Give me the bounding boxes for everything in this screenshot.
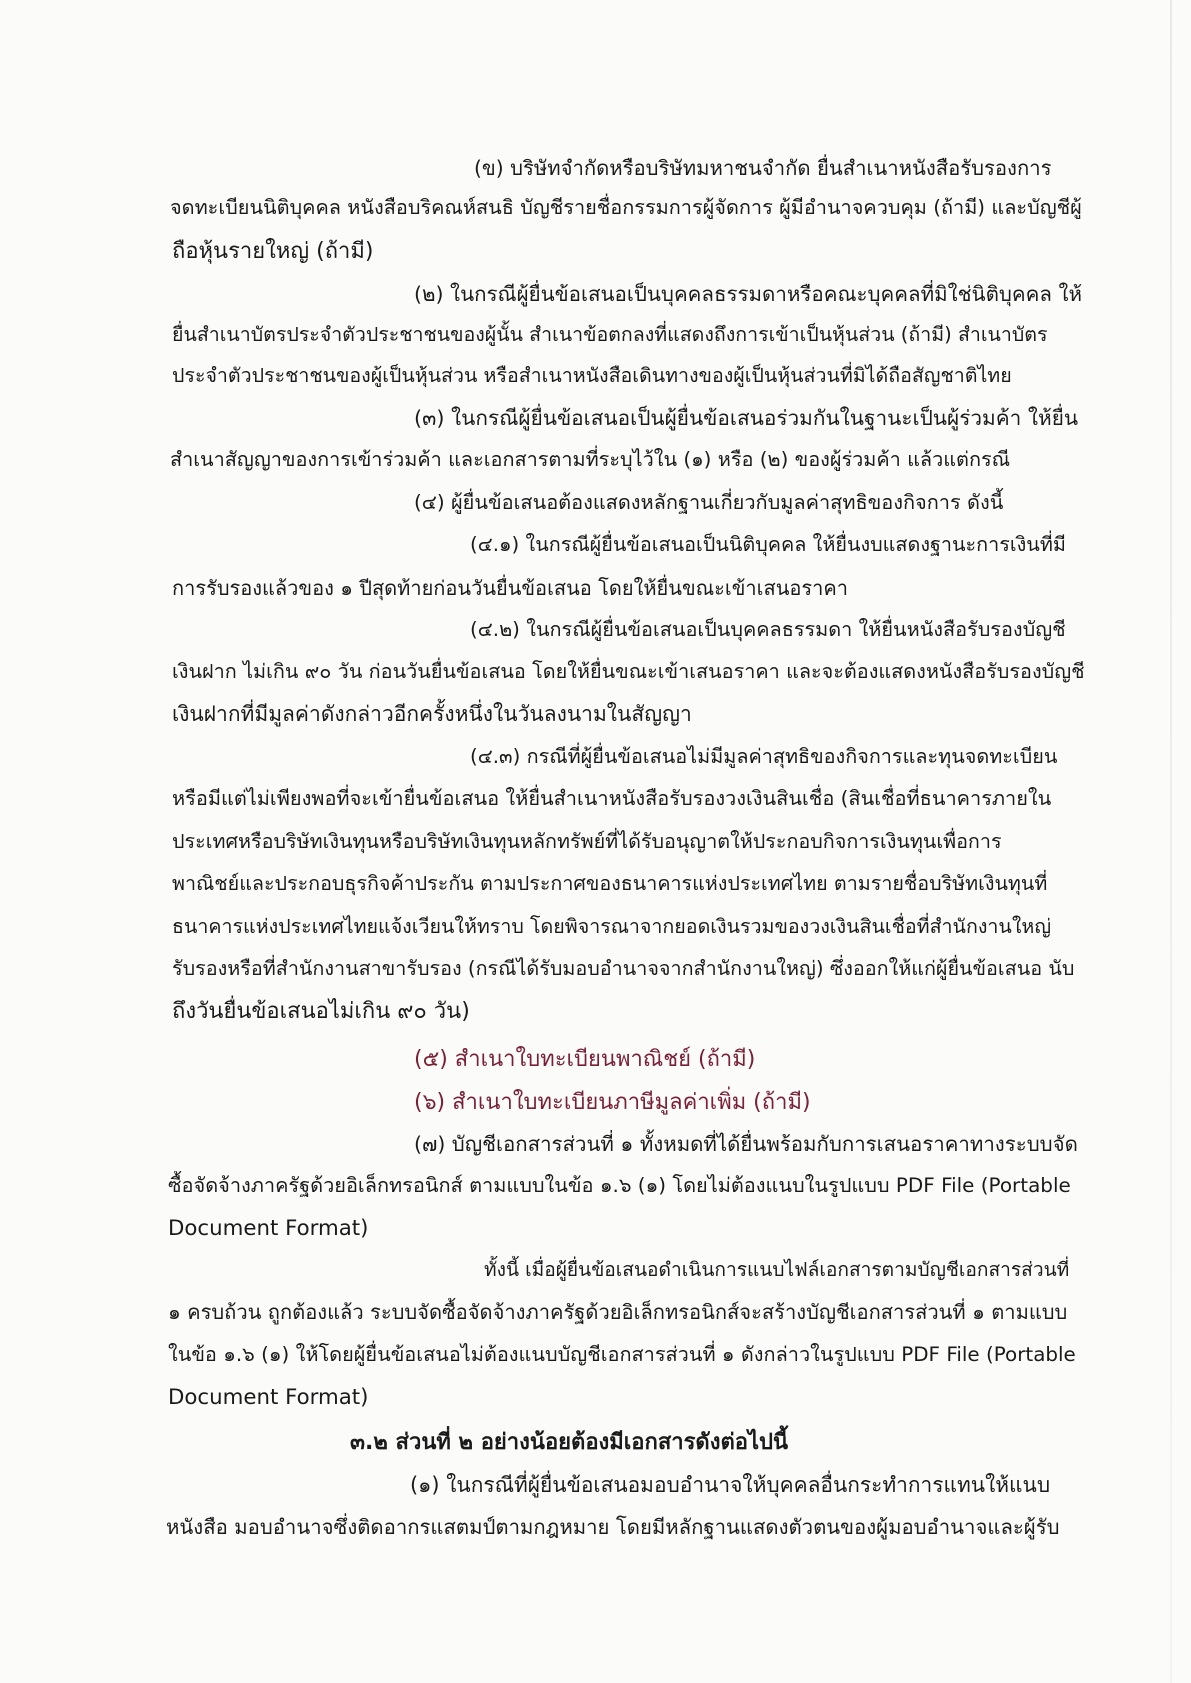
text-line-24: (๗) บัญชีเอกสารส่วนที่ ๑ ทั้งหมดที่ได้ยื่นพร้อมกับการเสนอราคาทางระบบจัด	[414, 1132, 1078, 1156]
text-line-17: ประเทศหรือบริษัทเงินทุนหรือบริษัทเงินทุนหลักทรัพย์ที่ได้รับอนุญาตให้ประกอบกิจการเงินทุนเพื่อการ	[172, 830, 1002, 853]
text-line-33: หนังสือ มอบอำนาจซึ่งติดอากรแสตมป์ตามกฎหมาย โดยมีหลักฐานแสดงตัวตนของผู้มอบอำนาจและผู้รับ	[166, 1515, 1060, 1539]
text-line-1: (ข) บริษัทจำกัดหรือบริษัทมหาชนจำกัด ยื่นสำเนาหนังสือรับรองการ	[474, 156, 1052, 180]
text-line-12: (๔.๒) ในกรณีผู้ยื่นข้อเสนอเป็นบุคคลธรรมดา ให้ยื่นหนังสือรับรองบัญชี	[470, 618, 1066, 641]
text-line-5: ยื่นสำเนาบัตรประจำตัวประชาชนของผู้นั้น สำเนาข้อตกลงที่แสดงถึงการเข้าเป็นหุ้นส่วน (ถ้ามี) สำเนาบัตร	[172, 323, 1048, 346]
text-line-23: (๖) สำเนาใบทะเบียนภาษีมูลค่าเพิ่ม (ถ้ามี)	[414, 1090, 811, 1115]
text-line-21: ถึงวันยื่นข้อเสนอไม่เกิน ๙๐ วัน)	[172, 999, 470, 1024]
text-line-30: Document Format)	[168, 1385, 369, 1410]
text-line-28: ๑ ครบถ้วน ถูกต้องแล้ว ระบบจัดซื้อจัดจ้างภาครัฐด้วยอิเล็กทรอนิกส์จะสร้างบัญชีเอกสารส่วนที่ ๑ ตามแบบ	[168, 1300, 1068, 1324]
text-line-4: (๒) ในกรณีผู้ยื่นข้อเสนอเป็นบุคคลธรรมดาหรือคณะบุคคลที่มิใช่นิติบุคคล ให้	[414, 282, 1083, 306]
text-line-13: เงินฝาก ไม่เกิน ๙๐ วัน ก่อนวันยื่นข้อเสนอ โดยให้ยื่นขณะเข้าเสนอราคา และจะต้องแสดงหนังสือรับรองบัญชี	[172, 660, 1085, 683]
scan-edge-shadow	[1170, 0, 1172, 1683]
text-line-7: (๓) ในกรณีผู้ยื่นข้อเสนอเป็นผู้ยื่นข้อเสนอร่วมกันในฐานะเป็นผู้ร่วมค้า ให้ยื่น	[414, 406, 1079, 430]
text-line-16: หรือมีแต่ไม่เพียงพอที่จะเข้ายื่นข้อเสนอ ให้ยื่นสำเนาหนังสือรับรองวงเงินสินเชื่อ (สินเชื่อที่ธนาคารภายใน	[172, 786, 1052, 810]
text-line-14: เงินฝากที่มีมูลค่าดังกล่าวอีกครั้งหนึ่งในวันลงนามในสัญญา	[172, 702, 692, 726]
text-line-25: ซื้อจัดจ้างภาครัฐด้วยอิเล็กทรอนิกส์ ตามแบบในข้อ ๑.๖ (๑) โดยไม่ต้องแนบในรูปแบบ PDF File (Portable	[168, 1173, 1071, 1197]
text-line-27: ทั้งนี้ เมื่อผู้ยื่นข้อเสนอดำเนินการแนบไฟล์เอกสารตามบัญชีเอกสารส่วนที่	[484, 1258, 1070, 1281]
text-line-6: ประจำตัวประชาชนของผู้เป็นหุ้นส่วน หรือสำเนาหนังสือเดินทางของผู้เป็นหุ้นส่วนที่มิได้ถือสัญชาติไทย	[172, 364, 1012, 387]
text-line-9: (๔) ผู้ยื่นข้อเสนอต้องแสดงหลักฐานเกี่ยวกับมูลค่าสุทธิของกิจการ ดังนี้	[414, 490, 1004, 514]
text-line-19: ธนาคารแห่งประเทศไทยแจ้งเวียนให้ทราบ โดยพิจารณาจากยอดเงินรวมของวงเงินสินเชื่อที่สำนักงานใหญ่	[172, 915, 1052, 938]
text-line-29: ในข้อ ๑.๖ (๑) ให้โดยผู้ยื่นข้อเสนอไม่ต้องแนบบัญชีเอกสารส่วนที่ ๑ ดังกล่าวในรูปแบบ PDF File (Portable	[168, 1343, 1076, 1366]
text-line-15: (๔.๓) กรณีที่ผู้ยื่นข้อเสนอไม่มีมูลค่าสุทธิของกิจการและทุนจดทะเบียน	[470, 745, 1058, 768]
section-heading: ๓.๒ ส่วนที่ ๒ อย่างน้อยต้องมีเอกสารดังต่อไปนี้	[350, 1430, 789, 1455]
text-line-26: Document Format)	[168, 1216, 369, 1241]
text-line-3: ถือหุ้นรายใหญ่ (ถ้ามี)	[172, 239, 374, 264]
text-line-10: (๔.๑) ในกรณีผู้ยื่นข้อเสนอเป็นนิติบุคคล ให้ยื่นงบแสดงฐานะการเงินที่มี	[470, 533, 1066, 556]
text-line-2: จดทะเบียนนิติบุคคล หนังสือบริคณห์สนธิ บัญชีรายชื่อกรรมการผู้จัดการ ผู้มีอำนาจควบคุม (ถ้ามี) และบัญชีผู้	[170, 196, 1082, 219]
text-line-11: การรับรองแล้วของ ๑ ปีสุดท้ายก่อนวันยื่นข้อเสนอ โดยให้ยื่นขณะเข้าเสนอราคา	[172, 576, 848, 600]
text-line-32: (๑) ในกรณีที่ผู้ยื่นข้อเสนอมอบอำนาจให้บุคคลอื่นกระทำการแทนให้แนบ	[410, 1473, 1051, 1497]
text-line-18: พาณิชย์และประกอบธุรกิจค้าประกัน ตามประกาศของธนาคารแห่งประเทศไทย ตามรายชื่อบริษัทเงินทุนที่	[172, 872, 1048, 895]
text-line-20: รับรองหรือที่สำนักงานสาขารับรอง (กรณีได้รับมอบอำนาจจากสำนักงานใหญ่) ซึ่งออกให้แก่ผู้ยื่นข้อเสนอ นับ	[172, 957, 1075, 980]
text-line-22: (๕) สำเนาใบทะเบียนพาณิชย์ (ถ้ามี)	[414, 1047, 756, 1072]
text-line-8: สำเนาสัญญาของการเข้าร่วมค้า และเอกสารตามที่ระบุไว้ใน (๑) หรือ (๒) ของผู้ร่วมค้า แล้วแต่กรณี	[170, 448, 1011, 471]
